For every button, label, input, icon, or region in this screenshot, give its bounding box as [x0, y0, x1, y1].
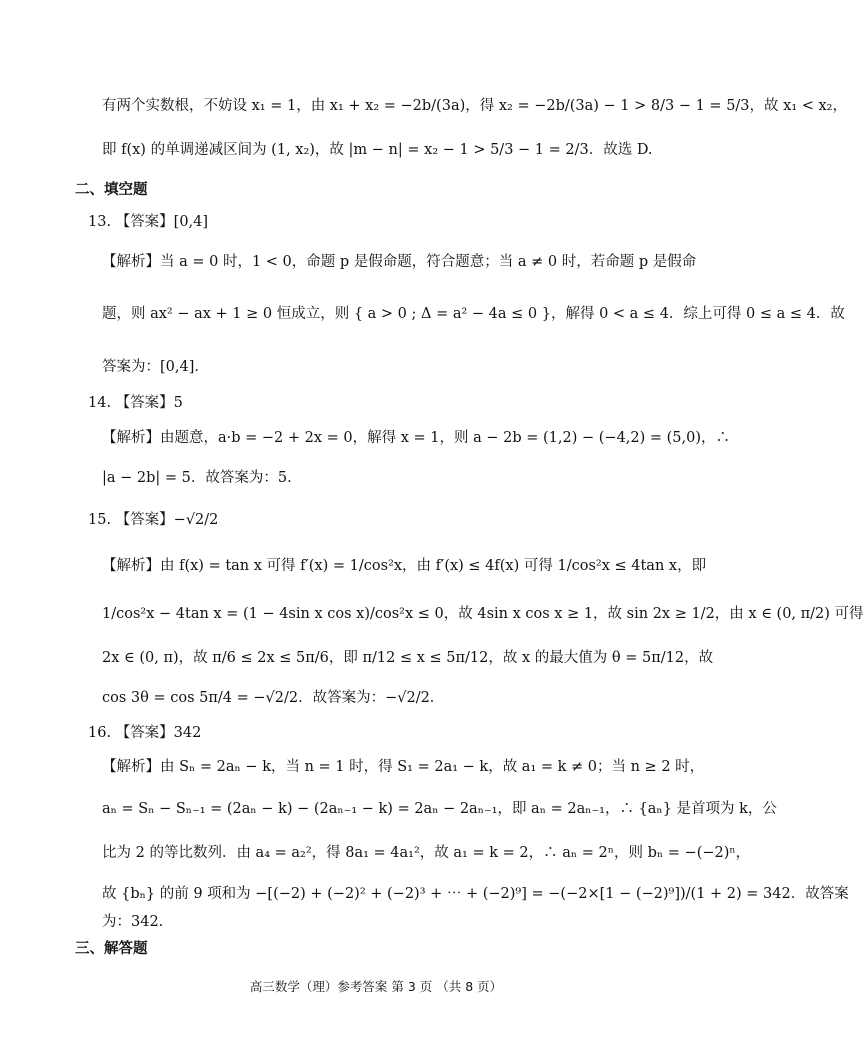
q16-analysis-line-4: 故 {bₙ} 的前 9 项和为 −[(−2) + (−2)² + (−2)³ + ⋯ + (−2)⁹] = −(−2×[1 − (−2)⁹])/(1 + 2) = 342．故答案	[102, 886, 849, 902]
q15-analysis-line-3: 2x ∈ (0, π)，故 π/6 ≤ 2x ≤ 5π/6，即 π/12 ≤ x ≤ 5π/12，故 x 的最大值为 θ = 5π/12，故	[102, 650, 714, 666]
q15-analysis-line-1: 【解析】由 f(x) = tan x 可得 f′(x) = 1/cos²x，由 f′(x) ≤ 4f(x) 可得 1/cos²x ≤ 4tan x，即	[102, 558, 707, 574]
q16-analysis-line-1: 【解析】由 Sₙ = 2aₙ − k，当 n = 1 时，得 S₁ = 2a₁ − k，故 a₁ = k ≠ 0；当 n ≥ 2 时，	[102, 759, 705, 775]
q16-analysis-line-3: 比为 2 的等比数列．由 a₄ = a₂²，得 8a₁ = 4a₁²，故 a₁ = k = 2，∴ aₙ = 2ⁿ，则 bₙ = −(−2)ⁿ，	[102, 845, 751, 861]
section-heading-solve: 三、解答题	[75, 941, 148, 957]
q14-analysis-line-2: |a − 2b| = 5．故答案为：5.	[102, 470, 292, 486]
q16-answer: 16. 【答案】342	[88, 725, 202, 741]
q16-analysis-line-5: 为：342.	[102, 914, 164, 930]
q14-analysis-line-1: 【解析】由题意，a·b = −2 + 2x = 0，解得 x = 1，则 a − 2b = (1,2) − (−4,2) = (5,0)，∴	[102, 430, 731, 446]
q15-answer: 15. 【答案】−√2/2	[88, 512, 219, 528]
q16-analysis-line-2: aₙ = Sₙ − Sₙ₋₁ = (2aₙ − k) − (2aₙ₋₁ − k) = 2aₙ − 2aₙ₋₁，即 aₙ = 2aₙ₋₁，∴ {aₙ} 是首项为 k，公	[102, 801, 777, 817]
q13-analysis-line-1: 【解析】当 a = 0 时，1 < 0，命题 p 是假命题，符合题意；当 a ≠ 0 时，若命题 p 是假命	[102, 254, 697, 270]
q13-answer: 13. 【答案】[0,4]	[88, 214, 209, 230]
q14-answer: 14. 【答案】5	[88, 395, 183, 411]
text-line-2: 即 f(x) 的单调递减区间为 (1, x₂)，故 |m − n| = x₂ − 1 > 5/3 − 1 = 2/3．故选 D.	[102, 142, 653, 158]
q13-analysis-line-2: 题，则 ax² − ax + 1 ≥ 0 恒成立，则 { a > 0 ; Δ = a² − 4a ≤ 0 }，解得 0 < a ≤ 4．综上可得 0 ≤ a ≤ 4．故	[102, 306, 845, 322]
page-footer: 高三数学（理）参考答案 第 3 页 （共 8 页）	[249, 979, 503, 994]
section-heading-fill-in: 二、填空题	[75, 182, 148, 198]
text-line-1: 有两个实数根，不妨设 x₁ = 1，由 x₁ + x₂ = −2b/(3a)，得 x₂ = −2b/(3a) − 1 > 8/3 − 1 = 5/3，故 x₁ < x₂，	[102, 98, 847, 114]
q15-analysis-line-2: 1/cos²x − 4tan x = (1 − 4sin x cos x)/cos²x ≤ 0，故 4sin x cos x ≥ 1，故 sin 2x ≥ 1/2，由 x ∈ (0, π/2) 可得	[102, 606, 864, 622]
q13-analysis-line-3: 答案为：[0,4]．	[102, 359, 209, 375]
q15-analysis-line-4: cos 3θ = cos 5π/4 = −√2/2．故答案为：−√2/2．	[102, 690, 445, 706]
